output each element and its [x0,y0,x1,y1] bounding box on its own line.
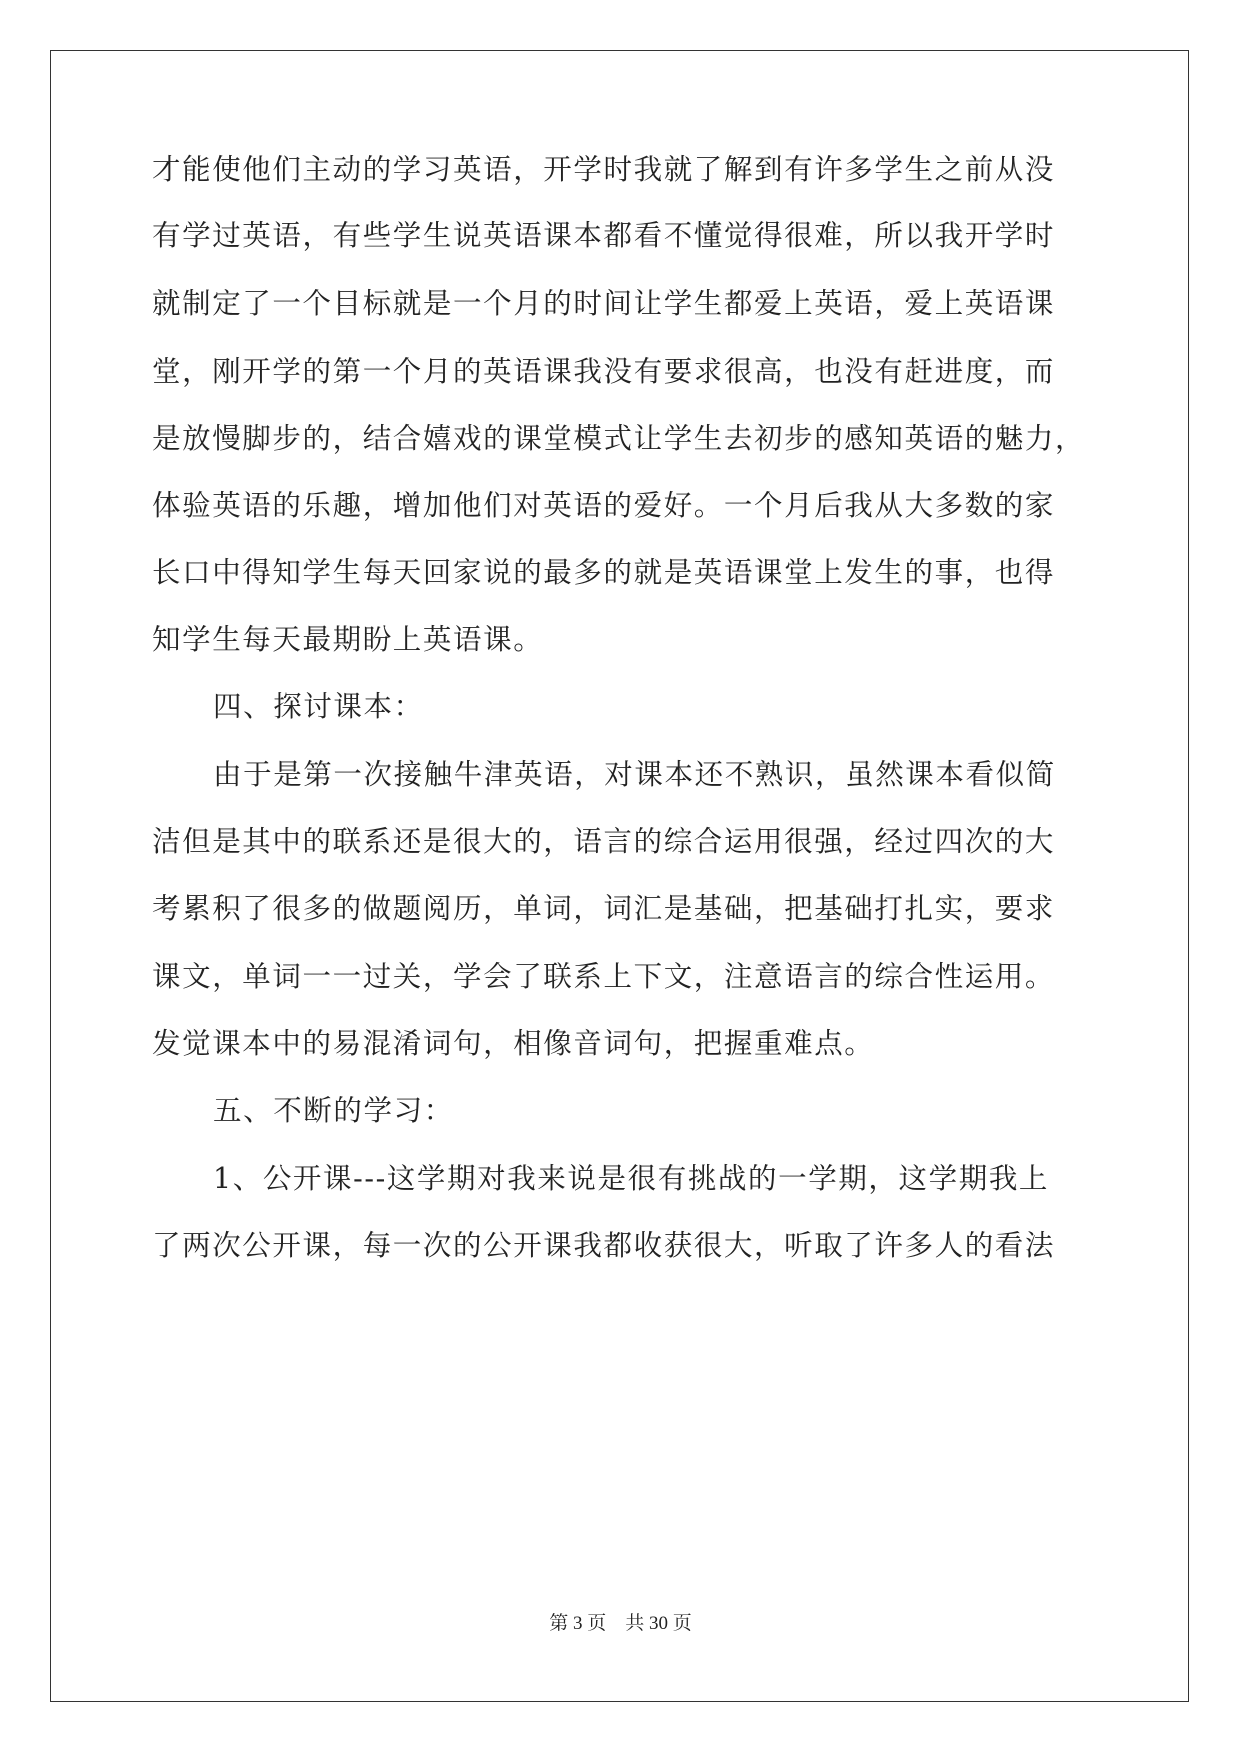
text-line: 知学生每天最期盼上英语课。 [152,623,544,656]
section-heading: 五、不断的学习： [213,1094,454,1127]
section-heading: 四、探讨课本： [213,690,424,723]
page-number-footer: 第 3 页 共 30 页 [549,1613,692,1634]
text-line: 是放慢脚步的，结合嬉戏的课堂模式让学生去初步的感知英语的魅力， [152,422,1086,455]
text-line: 有学过英语，有些学生说英语课本都看不懂觉得很难，所以我开学时 [152,219,1056,252]
text-line: 发觉课本中的易混淆词句，相像音词句，把握重难点。 [152,1027,875,1060]
text-line: 考累积了很多的做题阅历，单词，词汇是基础，把基础打扎实，要求 [152,892,1056,925]
text-line: 了两次公开课，每一次的公开课我都收获很大，听取了许多人的看法 [152,1229,1056,1262]
text-line: 课文，单词一一过关，学会了联系上下文，注意语言的综合性运用。 [152,960,1056,993]
text-line: 就制定了一个目标就是一个月的时间让学生都爱上英语，爱上英语课 [152,287,1056,320]
text-line: 才能使他们主动的学习英语，开学时我就了解到有许多学生之前从没 [152,153,1056,186]
text-line: 堂，刚开学的第一个月的英语课我没有要求很高，也没有赶进度，而 [152,355,1056,388]
text-line: 体验英语的乐趣，增加他们对英语的爱好。一个月后我从大多数的家 [152,489,1056,522]
text-line: 由于是第一次接触牛津英语，对课本还不熟识，虽然课本看似简 [213,758,1056,791]
text-line: 洁但是其中的联系还是很大的，语言的综合运用很强，经过四次的大 [152,825,1056,858]
text-line: 1、公开课---这学期对我来说是很有挑战的一学期，这学期我上 [213,1162,1050,1195]
text-line: 长口中得知学生每天回家说的最多的就是英语课堂上发生的事，也得 [152,556,1056,589]
